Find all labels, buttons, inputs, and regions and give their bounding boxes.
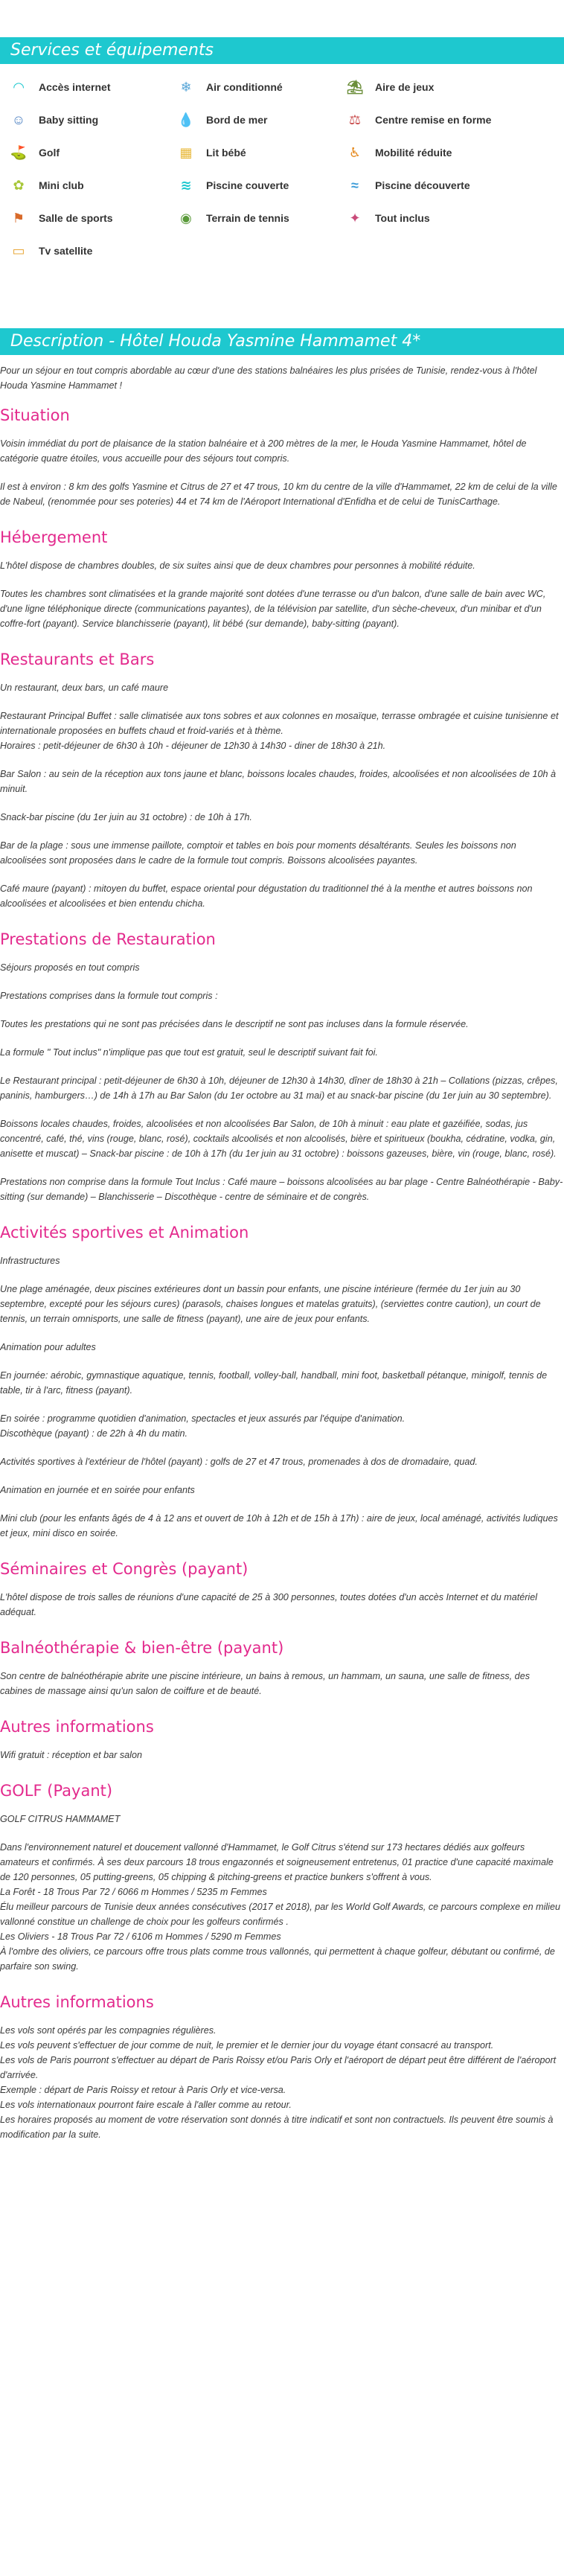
section-heading: Autres informations bbox=[0, 1993, 154, 2011]
section-paragraph: Séjours proposés en tout compris bbox=[0, 962, 140, 973]
section-heading: Restaurants et Bars bbox=[0, 651, 155, 668]
service-item bbox=[7, 176, 84, 195]
snowflake-icon: ❄ bbox=[180, 79, 192, 95]
service-label: Tv satellite bbox=[39, 245, 93, 257]
section-paragraph: Bar de la plage : sous une immense paillote, comptoir et tables en bois pour moments désaltérants. Seules les boissons non alcoolisées sont proposées dans le cadre de la formule tout compris. Boissons alcoolisées payantes. bbox=[0, 840, 516, 866]
section-paragraph: Toutes les prestations qui ne sont pas précisées dans le descriptif ne sont pas incluses dans la formule réservée. bbox=[0, 1019, 469, 1029]
service-item bbox=[175, 110, 267, 130]
service-item bbox=[175, 143, 246, 162]
section-paragraph: Mini club (pour les enfants âgés de 4 à 12 ans et ouvert de 10h à 12h et de 15h à 17h) : aire de jeux, local aménagé, activités ludiques et jeux, mini disco en soirée. bbox=[0, 1513, 558, 1538]
wheelchair-icon: ♿ bbox=[348, 144, 362, 160]
service-label: Lit bébé bbox=[206, 147, 246, 159]
section-paragraph: Le Restaurant principal : petit-déjeuner de 6h30 à 10h, déjeuner de 12h30 à 14h30, dîner de 18h30 à 21h – Collations (pizzas, crêpes, paninis, hamburgers…) de 14h à 17h au Bar Salon (du 1er octobre au 31 mai) et au snack-bar piscine (du 1er juin au 30 septembre). bbox=[0, 1076, 558, 1101]
indoor-pool-icon: ≋ bbox=[180, 177, 192, 193]
section-paragraph: Restaurant Principal Buffet : salle climatisée aux tons sobres et aux colonnes en mosaïque, terrasse ombragée et cuisine tunisienne et internationale proposées en buffets chaud et froid-variés et à thème. Horaires : petit-déjeuner de 6h30 à 10h - déjeuner de 12h30 à 14h30 - diner de 18h30 à 21h. bbox=[0, 711, 559, 751]
service-label: Tout inclus bbox=[375, 212, 430, 224]
section-paragraph: Prestations comprises dans la formule tout compris : bbox=[0, 991, 218, 1001]
service-item bbox=[7, 241, 92, 261]
section-heading: GOLF (Payant) bbox=[0, 1782, 113, 1800]
service-item bbox=[175, 208, 289, 228]
service-item bbox=[175, 176, 289, 195]
service-label: Mobilité réduite bbox=[375, 147, 452, 159]
section-paragraph: Animation pour adultes bbox=[0, 1342, 96, 1352]
section-paragraph: Prestations non comprise dans la formule Tout Inclus : Café maure – boissons alcoolisées au bar plage - Centre Balnéothérapie - Baby-sitting (sur demande) – Blanchisserie – Discothèque - centre de séminaire et de congrès. bbox=[0, 1177, 563, 1202]
fitness-icon: ⚖ bbox=[348, 112, 362, 127]
service-label: Centre remise en forme bbox=[375, 114, 492, 126]
service-item bbox=[7, 208, 113, 228]
section-paragraph: L'hôtel dispose de trois salles de réunions d'une capacité de 25 à 300 personnes, toutes dotées d'un accès Internet et du matériel adéquat. bbox=[0, 1592, 538, 1617]
tennis-icon: ◉ bbox=[180, 210, 192, 226]
section-heading: Hébergement bbox=[0, 528, 108, 546]
all-inclusive-icon: ✦ bbox=[349, 210, 361, 226]
section-paragraph: Infrastructures bbox=[0, 1256, 60, 1266]
service-label: Baby sitting bbox=[39, 114, 99, 126]
service-label: Piscine découverte bbox=[375, 179, 470, 191]
service-label: Bord de mer bbox=[206, 114, 268, 126]
section-paragraph: Activités sportives à l'extérieur de l'hôtel (payant) : golfs de 27 et 47 trous, promenades à dos de dromadaire, quad. bbox=[0, 1457, 478, 1467]
section-paragraph: Bar Salon : au sein de la réception aux tons jaune et blanc, boissons locales chaudes, froides, alcoolisées et non alcoolisées de 10h à minuit. bbox=[0, 769, 557, 794]
section-paragraph: Café maure (payant) : mitoyen du buffet, espace oriental pour dégustation du traditionnel thé à la menthe et autres boissons non alcoolisées et alcoolisées et bien entendu chicha. bbox=[0, 883, 533, 909]
section-heading: Autres informations bbox=[0, 1718, 154, 1736]
section-paragraph: Un restaurant, deux bars, un café maure bbox=[0, 683, 169, 693]
section-paragraph: L'hôtel dispose de chambres doubles, de six suites ainsi que de deux chambres pour personnes à mobilité réduite. bbox=[0, 560, 475, 571]
outdoor-pool-icon: ≈ bbox=[351, 177, 359, 193]
section-paragraph: Son centre de balnéothérapie abrite une piscine intérieure, un bains à remous, un hammam, un sauna, une salle de fitness, des cabines de massage ainsi qu'un salon de coiffure et de beauté. bbox=[0, 1671, 530, 1696]
section-paragraph: Il est à environ : 8 km des golfs Yasmine et Citrus de 27 et 47 trous, 10 km du centre de la ville d'Hammamet, 22 km de celui de la ville de Nabeul, (renommée pour ses poteries) 44 et 74 km de l'Aéroport International d'Enfidha et de celui de TunisCarthage. bbox=[0, 482, 557, 507]
section-paragraph: Wifi gratuit : réception et bar salon bbox=[0, 1750, 142, 1760]
service-item bbox=[344, 143, 452, 162]
intro-paragraph: Pour un séjour en tout compris abordable au cœur d'une des stations balnéaires les plus prisées de Tunisie, rendez-vous à l'hôtel Houda Yasmine Hammamet ! bbox=[0, 365, 537, 391]
section-paragraph: Dans l'environnement naturel et doucement vallonné d'Hammamet, le Golf Citrus s'étend sur 173 hectares dédiés aux golfeurs amateurs et confirmés. À ses deux parcours 18 trous engazonnés et soigneusement entretenus, 01 practice d'une capacité maximale de 120 personnes, 05 putting-greens, 05 chipping & pitching-greens et practice bunkers s'offrent à vous. La Forêt - 18 Trous Par 72 / 6066 m Hommes / 5235 m Femmes Élu meilleur parcours de Tunisie deux années consécutives (2017 et 2018), par les World Golf Awards, ce parcours complexe en milieu vallonné constitue un challenge de choix pour les golfeurs confirmés . Les Oliviers - 18 Trous Par 72 / 6106 m Hommes / 5290 m Femmes À l'ombre des oliviers, ce parcours offre trous plats comme trous vallonnés, qui permettent à chaque golfeur, débutant ou confirmé, de parfaire son swing. bbox=[0, 1842, 560, 1972]
section-paragraph: Animation en journée et en soirée pour enfants bbox=[0, 1485, 195, 1495]
service-label: Mini club bbox=[39, 179, 84, 191]
service-label: Aire de jeux bbox=[375, 81, 435, 93]
gym-icon: ⚑ bbox=[12, 210, 25, 226]
crib-icon: ▦ bbox=[179, 144, 193, 160]
section-heading: Séminaires et Congrès (payant) bbox=[0, 1560, 249, 1578]
section-paragraph: Toutes les chambres sont climatisées et la grande majorité sont dotées d'une terrasse ou d'un balcon, d'une salle de bain avec WC, d'une ligne téléphonique directe (communications payantes), de la télévision par satellite, d'un sèche-cheveux, d'un minibar et d'un coffre-fort (payant). Service blanchisserie (payant), lit bébé (sur demande), baby-sitting (payant). bbox=[0, 589, 546, 629]
services-title: Services et équipements bbox=[10, 41, 214, 60]
service-label: Air conditionné bbox=[206, 81, 283, 93]
section-paragraph: La formule " Tout inclus" n'implique pas que tout est gratuit, seul le descriptif suivant fait foi. bbox=[0, 1047, 378, 1058]
service-item bbox=[7, 110, 98, 130]
service-label: Salle de sports bbox=[39, 212, 113, 224]
description-title: Description - Hôtel Houda Yasmine Hammamet 4* bbox=[10, 332, 421, 351]
description-content bbox=[0, 363, 564, 2155]
description-banner bbox=[0, 328, 564, 355]
mini-club-icon: ✿ bbox=[13, 177, 25, 193]
service-item bbox=[7, 143, 60, 162]
service-item bbox=[344, 110, 491, 130]
section-heading: Situation bbox=[0, 406, 70, 424]
wifi-icon: ◠ bbox=[13, 79, 24, 95]
service-item bbox=[344, 77, 434, 97]
section-paragraph: Une plage aménagée, deux piscines extérieures dont un bassin pour enfants, une piscine intérieure (fermée du 1er juin au 30 septembre, excepté pour les séjours cures) (parasols, chaises longues et matelas gratuits), (serviettes contre caution), un court de tennis, un terrain omnisports, une salle de fitness (payant), une aire de jeux pour enfants. bbox=[0, 1284, 541, 1324]
section-paragraph: Snack-bar piscine (du 1er juin au 31 octobre) : de 10h à 17h. bbox=[0, 812, 252, 822]
golf-icon: ⛳ bbox=[10, 144, 28, 160]
service-label: Golf bbox=[39, 147, 60, 159]
service-item bbox=[175, 77, 283, 97]
tv-icon: ▭ bbox=[12, 243, 25, 258]
section-paragraph: Les vols sont opérés par les compagnies régulières. Les vols peuvent s'effectuer de jour comme de nuit, le premier et le dernier jour du voyage étant consacré au transport. Les vols de Paris pourront s'effectuer au départ de Paris Roissy et/ou Paris Orly et l'aéroport de départ peut être différent de l'aéroport d'arrivée. Exemple : départ de Paris Roissy et retour à Paris Orly et vice-versa. Les vols internationaux pourront faire escale à l'aller comme au retour. Les horaires proposés au moment de votre réservation sont donnés à titre indicatif et sont non contractuels. Ils peuvent être soumis à modification par la suite. bbox=[0, 2025, 557, 2140]
section-heading: Prestations de Restauration bbox=[0, 930, 216, 948]
section-paragraph: En soirée : programme quotidien d'animation, spectacles et jeux assurés par l'équipe d'animation. Discothèque (payant) : de 22h à 4h du matin. bbox=[0, 1413, 406, 1439]
service-label: Piscine couverte bbox=[206, 179, 289, 191]
water-drop-icon: 💧 bbox=[177, 112, 195, 127]
playground-icon: ⛱ bbox=[346, 79, 364, 95]
section-paragraph: En journée: aérobic, gymnastique aquatique, tennis, football, volley-ball, handball, mini foot, basketball pétanque, minigolf, tennis de table, tir à l'arc, fitness (payant). bbox=[0, 1370, 548, 1396]
service-item bbox=[344, 176, 470, 195]
services-banner bbox=[0, 37, 564, 64]
section-paragraph: Voisin immédiat du port de plaisance de la station balnéaire et à 200 mètres de la mer, le Houda Yasmine Hammamet, hôtel de catégorie quatre étoiles, vous accueille pour des séjours tout compris. bbox=[0, 438, 527, 464]
section-paragraph: GOLF CITRUS HAMMAMET bbox=[0, 1814, 121, 1824]
service-item bbox=[344, 208, 430, 228]
service-item bbox=[7, 77, 110, 97]
section-paragraph: Boissons locales chaudes, froides, alcoolisées et non alcoolisées Bar Salon, de 10h à minuit : eau plate et gazéifiée, sodas, jus concentré, café, thé, vins (rouge, blanc, rosé), cocktails alcoolisés et non alcoolisés, bière et spiritueux (boukha, cédratine, vodka, gin, anisette et muscat) – Snack-bar piscine : de 10h à 17h (du 1er juin au 31 octobre) : boissons gazeuses, bière, vin (rouge, blanc, rosé). bbox=[0, 1119, 557, 1159]
section-heading: Activités sportives et Animation bbox=[0, 1224, 249, 1241]
service-label: Accès internet bbox=[39, 81, 111, 93]
section-heading: Balnéothérapie & bien-être (payant) bbox=[0, 1639, 284, 1657]
baby-sitting-icon: ☺ bbox=[11, 112, 26, 127]
service-label: Terrain de tennis bbox=[206, 212, 289, 224]
